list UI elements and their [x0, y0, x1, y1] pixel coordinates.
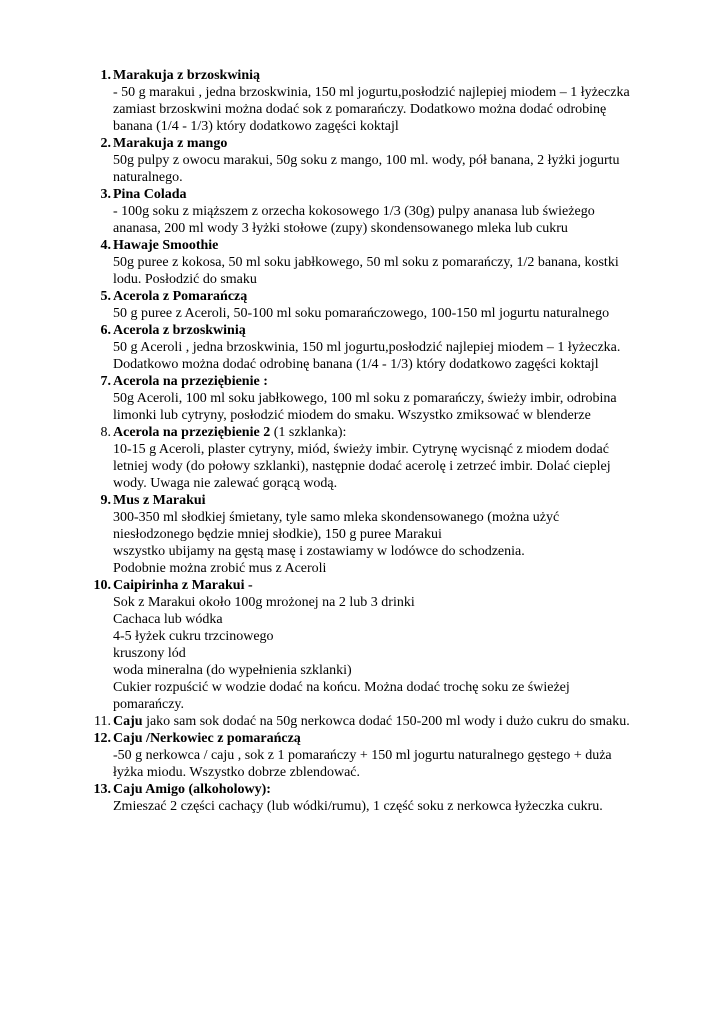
recipe-text-line: 10-15 g Aceroli, plaster cytryny, miód, świeży imbir. Cytrynę wycisnąć z miodem dodać [113, 442, 609, 457]
recipe-heading [113, 492, 664, 509]
recipe-number: 11. [94, 714, 111, 729]
recipe-heading [113, 67, 664, 84]
recipe-title: Caju /Nerkowiec z pomarańczą [113, 731, 301, 746]
recipe-heading [113, 781, 664, 798]
recipe-heading [113, 730, 664, 747]
recipe-text-line: woda mineralna (do wypełnienia szklanki) [113, 663, 352, 678]
recipe-text-line: 300-350 ml słodkiej śmietany, tyle samo mleka skondensowanego (można użyć [113, 510, 560, 525]
recipe-item [84, 186, 664, 237]
recipe-title: Caju Amigo (alkoholowy): [113, 782, 271, 797]
recipe-number: 1. [100, 68, 111, 83]
recipe-item [84, 237, 664, 288]
recipe-title: Acerola z Pomarańczą [113, 289, 248, 304]
recipe-number: 6. [100, 323, 111, 338]
recipe-text-line: wody. Uwaga nie zalewać gorącą wodą. [113, 476, 338, 491]
recipe-title-suffix: jako sam sok dodać na 50g nerkowca dodać 150-200 ml wody i dużo cukru do smaku. [142, 714, 630, 729]
recipe-text-line: -50 g nerkowca / caju , sok z 1 pomarańczy + 150 ml jogurtu naturalnego gęstego + duża [113, 748, 612, 763]
recipe-item [84, 135, 664, 186]
recipe-title: Marakuja z mango [113, 136, 228, 151]
recipe-text-line: zamiast brzoskwini można dodać sok z pomarańczy. Dodatkowo można dodać odrobinę [113, 102, 607, 117]
recipe-heading [113, 577, 664, 594]
recipe-text-line: limonki lub cytryny, posłodzić miodem do smaku. Wszystko zmiksować w blenderze [113, 408, 591, 423]
recipe-text-line: Zmieszać 2 części cachaçy (lub wódki/rumu), 1 część soku z nerkowca łyżeczka cukru. [113, 799, 603, 814]
recipe-number: 2. [100, 136, 111, 151]
recipe-title: Acerola z brzoskwinią [113, 323, 246, 338]
recipe-title: Mus z Marakui [113, 493, 206, 508]
recipe-heading [113, 135, 664, 152]
recipe-title-suffix: (1 szklanka): [270, 425, 347, 440]
recipe-heading [113, 322, 664, 339]
recipe-text-line: 50g Aceroli, 100 ml soku jabłkowego, 100 ml soku z pomarańczy, świeży imbir, odrobina [113, 391, 617, 406]
recipe-heading [113, 713, 664, 730]
recipe-item [84, 424, 664, 492]
recipe-heading [113, 186, 664, 203]
recipe-item [84, 577, 664, 713]
recipe-item [84, 730, 664, 781]
recipe-item [84, 373, 664, 424]
recipe-text-line: letniej wody (do połowy szklanki), następnie dodać acerolę i zetrzeć imbir. Dolać cieplej [113, 459, 611, 474]
recipe-text-line: Sok z Marakui około 100g mrożonej na 2 lub 3 drinki [113, 595, 415, 610]
recipe-title: Acerola na przeziębienie 2 [113, 425, 271, 440]
recipe-item [84, 713, 664, 730]
recipe-heading [113, 288, 664, 305]
recipe-text-line: Cukier rozpuścić w wodzie dodać na końcu. Można dodać trochę soku ze świeżej [113, 680, 570, 695]
recipe-item [84, 781, 664, 815]
recipe-number: 3. [100, 187, 111, 202]
recipe-list [84, 67, 664, 815]
recipe-text-line: - 50 g marakui , jedna brzoskwinia, 150 ml jogurtu,posłodzić najlepiej miodem – 1 łyżeczka [113, 85, 630, 100]
recipe-title: Caipirinha z Marakui - [113, 578, 253, 593]
recipe-number: 7. [100, 374, 111, 389]
recipe-number: 9. [100, 493, 111, 508]
recipe-item [84, 492, 664, 577]
recipe-number: 13. [93, 782, 111, 797]
recipe-text-line: Podobnie można zrobić mus z Aceroli [113, 561, 327, 576]
recipe-text-line: Cachaca lub wódka [113, 612, 223, 627]
recipe-number: 4. [100, 238, 111, 253]
recipe-item [84, 67, 664, 135]
recipe-text-line: 50 g Aceroli , jedna brzoskwinia, 150 ml jogurtu,posłodzić najlepiej miodem – 1 łyżeczka. [113, 340, 621, 355]
recipe-number: 5. [100, 289, 111, 304]
recipe-title: Hawaje Smoothie [113, 238, 219, 253]
recipe-text-line: pomarańczy. [113, 697, 184, 712]
recipe-text-line: niesłodzonego będzie mniej słodkie), 150 g puree Marakui [113, 527, 442, 542]
recipe-text-line: naturalnego. [113, 170, 183, 185]
recipe-text-line: 50 g puree z Aceroli, 50-100 ml soku pomarańczowego, 100-150 ml jogurtu naturalnego [113, 306, 610, 321]
recipe-text-line: banana (1/4 - 1/3) który dodatkowo zagęści koktajl [113, 119, 399, 134]
recipe-text-line: łyżka miodu. Wszystko dobrze zblendować. [113, 765, 361, 780]
recipe-text-line: lodu. Posłodzić do smaku [113, 272, 257, 287]
recipe-heading [113, 237, 664, 254]
recipe-title: Acerola na przeziębienie : [113, 374, 268, 389]
recipe-item [84, 288, 664, 322]
recipe-text-line: - 100g soku z miąższem z orzecha kokosowego 1/3 (30g) pulpy ananasa lub świeżego [113, 204, 595, 219]
recipe-heading [113, 424, 664, 441]
recipe-heading [113, 373, 664, 390]
recipe-text-line: Dodatkowo można dodać odrobinę banana (1/4 - 1/3) który dodatkowo zagęści koktajl [113, 357, 599, 372]
recipe-text-line: 50g puree z kokosa, 50 ml soku jabłkowego, 50 ml soku z pomarańczy, 1/2 banana, kostki [113, 255, 619, 270]
recipe-item [84, 322, 664, 373]
recipe-text-line: ananasa, 200 ml wody 3 łyżki stołowe (zupy) skondensowanego mleka lub cukru [113, 221, 568, 236]
recipe-title: Pina Colada [113, 187, 187, 202]
recipe-number: 12. [93, 731, 111, 746]
recipe-text-line: kruszony lód [113, 646, 186, 661]
recipe-text-line: 50g pulpy z owocu marakui, 50g soku z mango, 100 ml. wody, pół banana, 2 łyżki jogurtu [113, 153, 620, 168]
recipe-number: 8. [100, 425, 111, 440]
recipe-title: Marakuja z brzoskwinią [113, 68, 260, 83]
recipe-title: Caju [113, 714, 143, 729]
recipe-number: 10. [93, 578, 111, 593]
recipe-text-line: 4-5 łyżek cukru trzcinowego [113, 629, 274, 644]
recipe-text-line: wszystko ubijamy na gęstą masę i zostawiamy w lodówce do schodzenia. [113, 544, 525, 559]
